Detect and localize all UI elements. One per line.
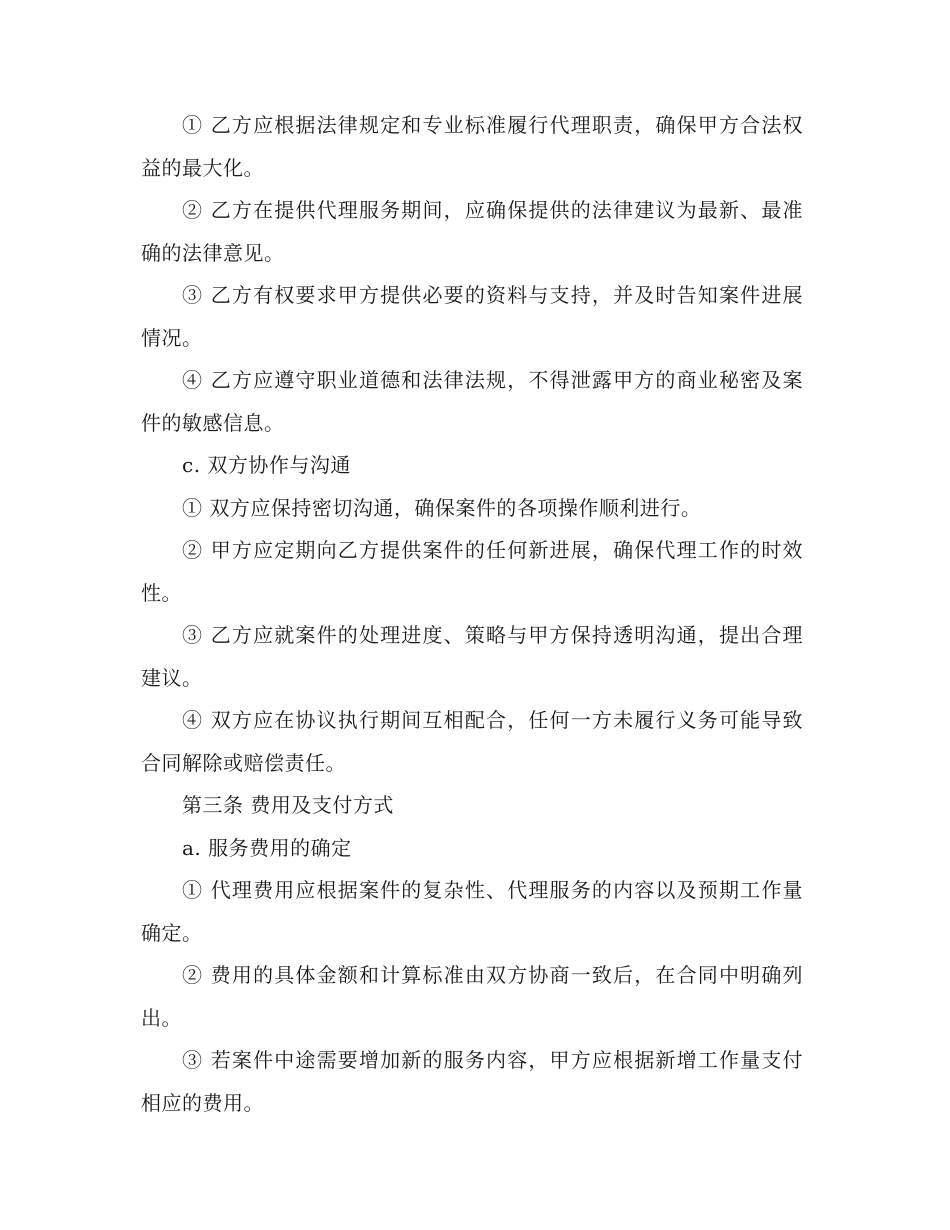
article-3-heading: 第三条 费用及支付方式 [182, 793, 394, 817]
clause-b-item-4: ④ 乙方应遵守职业道德和法律法规，不得泄露甲方的商业秘密及案件的敏感信息。 [141, 368, 803, 435]
clause-c-item-4: ④ 双方应在协议执行期间互相配合，任何一方未履行义务可能导致合同解除或赔偿责任。 [141, 708, 803, 775]
clause-c-item-1: ① 双方应保持密切沟通，确保案件的各项操作顺利进行。 [182, 495, 702, 520]
clause-b-item-2: ② 乙方在提供代理服务期间，应确保提供的法律建议为最新、最准确的法律意见。 [141, 198, 803, 265]
clause-b-item-1: ① 乙方应根据法律规定和专业标准履行代理职责，确保甲方合法权益的最大化。 [141, 113, 803, 180]
section-a-heading: a. 服务费用的确定 [182, 835, 352, 860]
clause-a-item-2: ② 费用的具体金额和计算标准由双方协商一致后，在合同中明确列出。 [141, 963, 803, 1030]
clause-c-item-2: ② 甲方应定期向乙方提供案件的任何新进展，确保代理工作的时效性。 [141, 538, 803, 605]
section-c-heading: c. 双方协作与沟通 [182, 453, 351, 477]
clause-a-item-1: ① 代理费用应根据案件的复杂性、代理服务的内容以及预期工作量确定。 [141, 878, 803, 945]
document-body [141, 104, 803, 1124]
clause-c-item-3: ③ 乙方应就案件的处理进度、策略与甲方保持透明沟通，提出合理建议。 [141, 623, 803, 690]
clause-a-item-3: ③ 若案件中途需要增加新的服务内容，甲方应根据新增工作量支付相应的费用。 [141, 1048, 803, 1115]
clause-b-item-3: ③ 乙方有权要求甲方提供必要的资料与支持，并及时告知案件进展情况。 [141, 283, 803, 350]
